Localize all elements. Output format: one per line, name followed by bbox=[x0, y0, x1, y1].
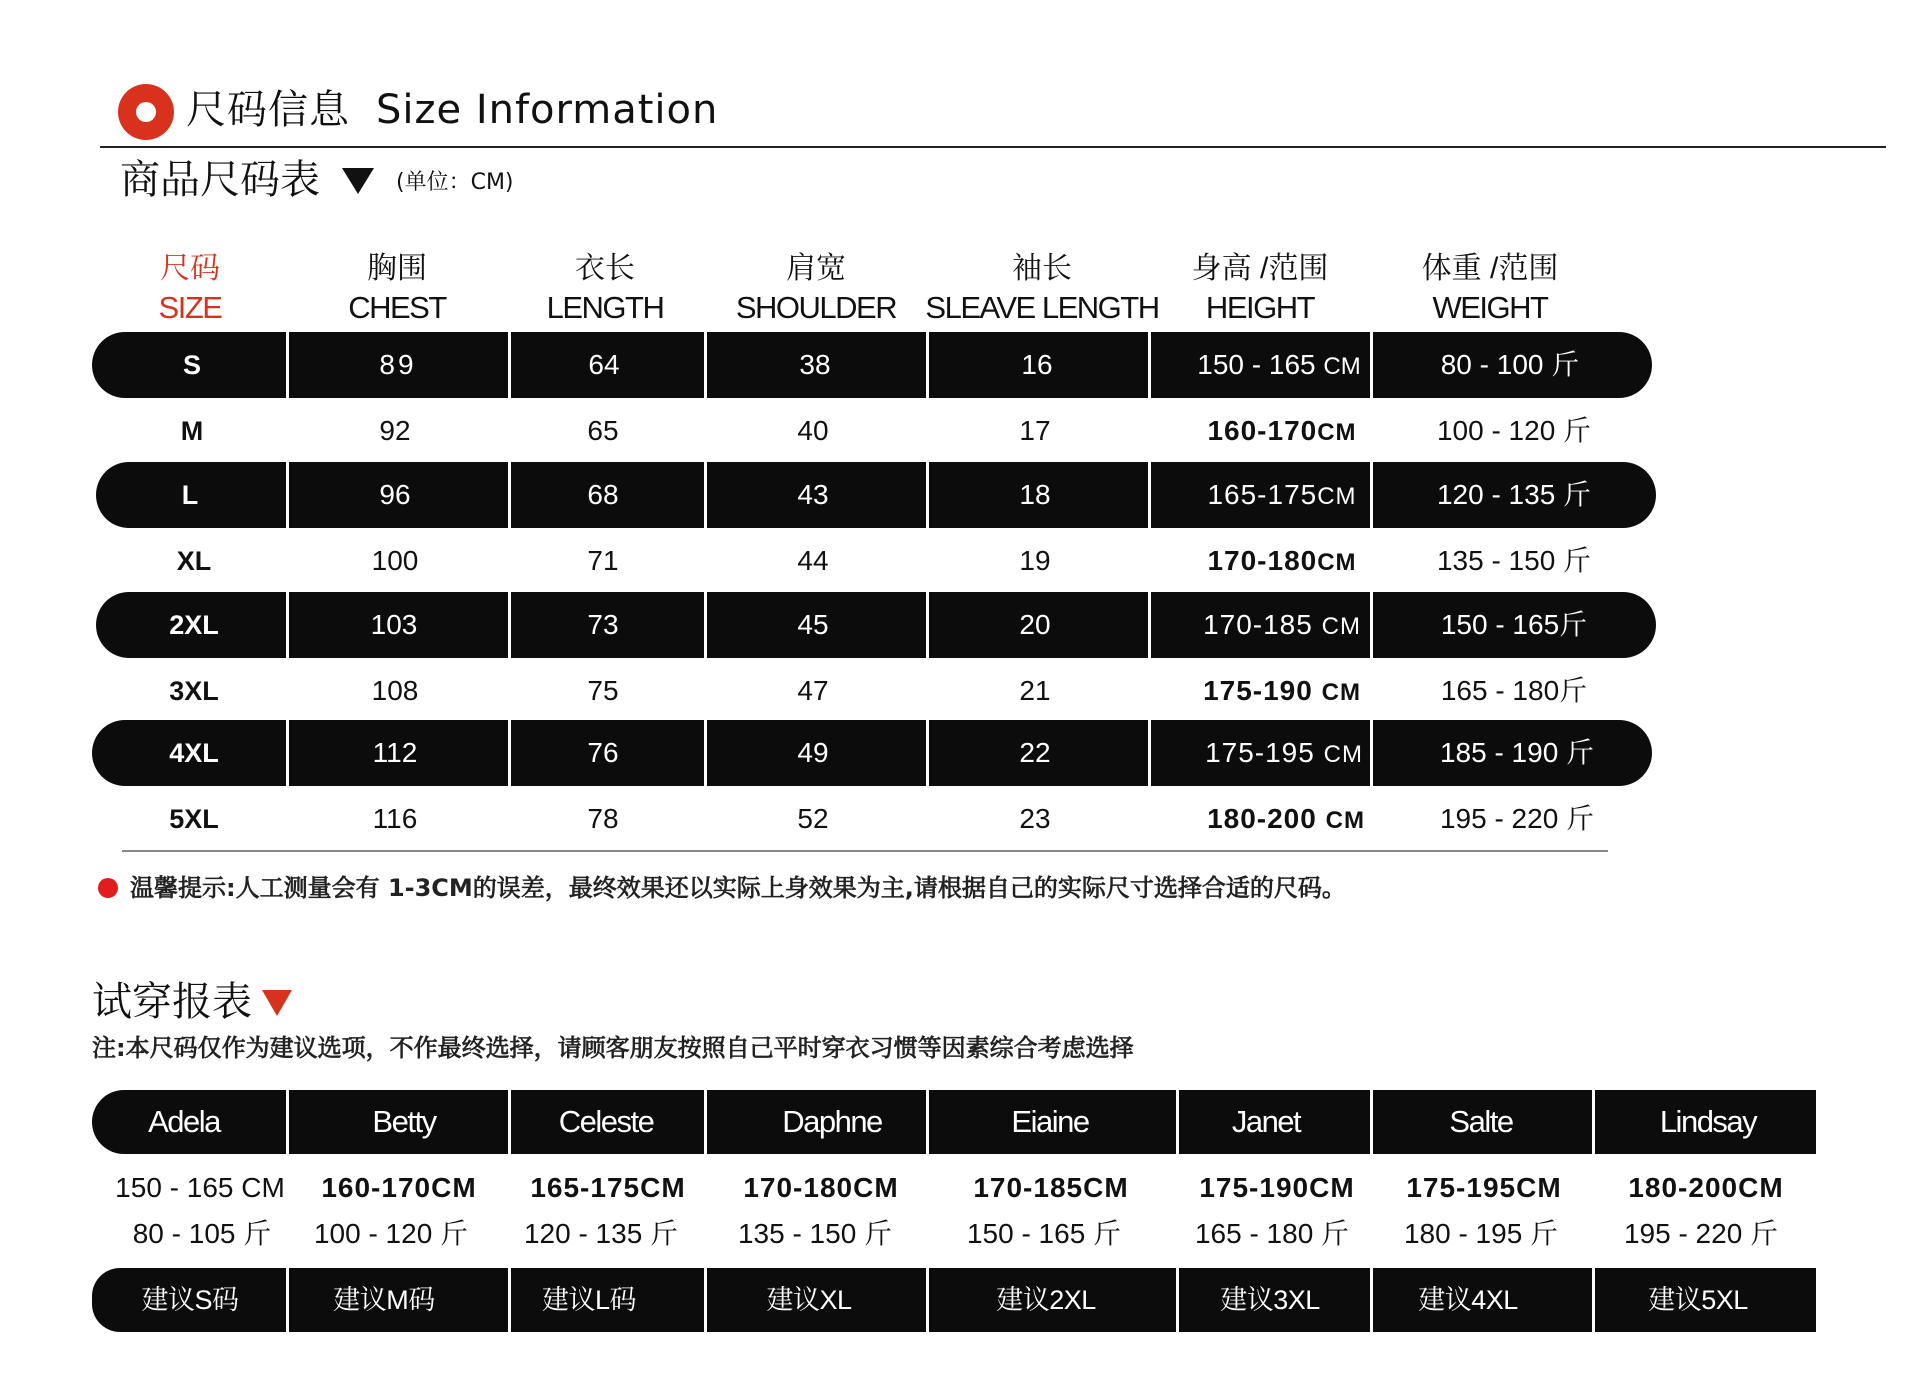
size-suggestion: 建议L码 bbox=[541, 1285, 637, 1315]
shoulder-cell: 47 bbox=[797, 675, 829, 706]
table-bottom-divider bbox=[122, 850, 1608, 852]
sleeve-cell: 17 bbox=[1019, 415, 1051, 446]
weight-cell: 195 - 220 斤 bbox=[1439, 803, 1595, 834]
chest-cell: 96 bbox=[379, 479, 411, 510]
model-height: 150 - 165 CM bbox=[115, 1172, 285, 1203]
chest-cell: 89 bbox=[379, 349, 417, 380]
page-title-en: Size Information bbox=[376, 87, 719, 133]
shoulder-cell: 40 bbox=[797, 415, 829, 446]
column-header-zh: 衣长 bbox=[575, 252, 635, 285]
shoulder-cell: 49 bbox=[797, 737, 829, 768]
height-cell: 165-175CM bbox=[1207, 479, 1357, 510]
red-dot-icon bbox=[98, 878, 118, 898]
height-cell: 175-190 CM bbox=[1203, 675, 1361, 706]
size-suggestion-bar bbox=[92, 1268, 1816, 1332]
column-header-shoulder bbox=[736, 250, 896, 328]
chest-cell: 116 bbox=[372, 803, 418, 834]
length-cell: 73 bbox=[587, 609, 619, 640]
brand-circle-icon bbox=[118, 84, 174, 140]
model-weight: 135 - 150 斤 bbox=[737, 1218, 893, 1249]
column-header-zh: 肩宽 bbox=[785, 252, 846, 285]
column-header-size bbox=[159, 250, 222, 328]
length-cell: 76 bbox=[587, 737, 619, 768]
column-header-en: CHEST bbox=[348, 290, 446, 325]
weight-cell: 135 - 150 斤 bbox=[1436, 545, 1592, 576]
column-header-en: WEIGHT bbox=[1432, 290, 1548, 325]
size-cell: S bbox=[182, 350, 202, 380]
column-header-chest bbox=[348, 250, 446, 328]
size-suggestion: 建议5XL bbox=[1648, 1285, 1748, 1315]
chest-cell: 100 bbox=[371, 545, 419, 576]
column-header-en: HEIGHT bbox=[1205, 290, 1315, 325]
model-height: 175-190CM bbox=[1199, 1172, 1355, 1203]
column-header-en: SLEAVE LENGTH bbox=[925, 290, 1159, 325]
column-header-zh: 身高 /范围 bbox=[1191, 252, 1329, 285]
column-header-length bbox=[547, 250, 664, 328]
weight-cell: 80 - 100 斤 bbox=[1440, 349, 1580, 380]
size-chart-heading: 商品尺码表 bbox=[120, 157, 320, 203]
size-cell: 5XL bbox=[169, 804, 219, 834]
column-header-height bbox=[1192, 250, 1329, 328]
model-name: Adela bbox=[148, 1104, 220, 1139]
length-cell: 78 bbox=[587, 803, 619, 834]
weight-cell: 100 - 120 斤 bbox=[1436, 415, 1592, 446]
shoulder-cell: 38 bbox=[799, 349, 831, 380]
weight-cell: 165 - 180斤 bbox=[1440, 675, 1588, 706]
size-suggestion: 建议2XL bbox=[996, 1285, 1096, 1315]
length-cell: 68 bbox=[587, 479, 619, 510]
sleeve-cell: 18 bbox=[1019, 479, 1051, 510]
model-name: Salte bbox=[1449, 1104, 1513, 1139]
column-header-zh: 胸围 bbox=[366, 252, 427, 285]
model-weight: 180 - 195 斤 bbox=[1403, 1218, 1559, 1249]
sleeve-cell: 22 bbox=[1019, 737, 1051, 768]
height-cell: 170-180CM bbox=[1207, 545, 1357, 576]
model-name: Janet bbox=[1231, 1104, 1301, 1139]
sleeve-cell: 20 bbox=[1019, 609, 1051, 640]
model-name: Betty bbox=[372, 1104, 436, 1139]
column-header-en: SIZE bbox=[158, 290, 222, 325]
size-cell: M bbox=[180, 416, 204, 446]
fitting-note: 注:本尺码仅作为建议选项，不作最终选择，请顾客朋友按照自己平时穿衣习惯等因素综合考虑选择 bbox=[92, 1034, 1134, 1062]
table-row bbox=[92, 658, 1652, 724]
size-cell: L bbox=[181, 480, 199, 510]
size-cell: 4XL bbox=[169, 738, 219, 768]
model-height: 170-180CM bbox=[743, 1172, 899, 1203]
shoulder-cell: 52 bbox=[797, 803, 829, 834]
model-weight: 150 - 165 斤 bbox=[966, 1218, 1122, 1249]
height-cell: 170-185 CM bbox=[1203, 609, 1361, 640]
size-suggestion: 建议4XL bbox=[1418, 1285, 1518, 1315]
fitting-report-heading: 试穿报表 bbox=[92, 979, 252, 1025]
model-name: Daphne bbox=[782, 1104, 882, 1139]
model-weight: 120 - 135 斤 bbox=[523, 1218, 679, 1249]
model-height: 170-185CM bbox=[973, 1172, 1129, 1203]
model-names-bar bbox=[92, 1090, 1816, 1154]
title-divider bbox=[100, 146, 1886, 148]
weight-cell: 185 - 190 斤 bbox=[1439, 737, 1595, 768]
sleeve-cell: 21 bbox=[1019, 675, 1051, 706]
table-row bbox=[92, 720, 1652, 786]
column-header-en: LENGTH bbox=[546, 290, 664, 325]
table-row bbox=[92, 786, 1652, 852]
height-cell: 175-195 CM bbox=[1205, 737, 1363, 768]
model-name: Eiaine bbox=[1011, 1104, 1089, 1139]
column-header-sleeve bbox=[925, 250, 1158, 328]
height-cell: 180-200 CM bbox=[1207, 803, 1365, 834]
model-height: 175-195CM bbox=[1406, 1172, 1562, 1203]
model-name: Celeste bbox=[558, 1104, 654, 1139]
sleeve-cell: 23 bbox=[1019, 803, 1051, 834]
shoulder-cell: 44 bbox=[797, 545, 829, 576]
length-cell: 65 bbox=[587, 415, 619, 446]
length-cell: 71 bbox=[587, 545, 619, 576]
chest-cell: 103 bbox=[370, 609, 418, 640]
weight-cell: 150 - 165斤 bbox=[1440, 609, 1588, 640]
length-cell: 64 bbox=[588, 349, 620, 380]
triangle-down-icon bbox=[262, 990, 292, 1016]
column-header-en: SHOULDER bbox=[735, 290, 897, 325]
height-cell: 150 - 165 CM bbox=[1197, 349, 1361, 380]
table-row bbox=[92, 332, 1652, 398]
table-row bbox=[92, 528, 1652, 594]
size-suggestion: 建议M码 bbox=[333, 1285, 435, 1315]
model-weight: 165 - 180 斤 bbox=[1194, 1218, 1350, 1249]
size-cell: 3XL bbox=[169, 676, 219, 706]
model-name: Lindsay bbox=[1659, 1104, 1757, 1139]
shoulder-cell: 43 bbox=[797, 479, 829, 510]
size-suggestion: 建议3XL bbox=[1220, 1285, 1320, 1315]
weight-cell: 120 - 135 斤 bbox=[1436, 479, 1592, 510]
size-cell: XL bbox=[176, 546, 212, 576]
unit-label: (单位：CM) bbox=[396, 170, 514, 195]
table-row bbox=[92, 398, 1652, 464]
model-weight: 80 - 105 斤 bbox=[132, 1218, 272, 1249]
size-suggestion: 建议XL bbox=[766, 1285, 852, 1315]
page-title-zh: 尺码信息 bbox=[186, 87, 350, 133]
chest-cell: 108 bbox=[371, 675, 419, 706]
height-cell: 160-170CM bbox=[1207, 415, 1357, 446]
page-title bbox=[186, 80, 718, 140]
model-height: 165-175CM bbox=[530, 1172, 686, 1203]
length-cell: 75 bbox=[587, 675, 619, 706]
triangle-down-icon bbox=[342, 168, 374, 194]
chest-cell: 92 bbox=[379, 415, 411, 446]
model-height: 180-200CM bbox=[1628, 1172, 1784, 1203]
size-suggestion: 建议S码 bbox=[141, 1285, 239, 1315]
model-weight: 100 - 120 斤 bbox=[313, 1218, 469, 1249]
column-header-zh: 袖长 bbox=[1012, 252, 1072, 285]
table-row bbox=[96, 462, 1656, 528]
size-cell: 2XL bbox=[169, 610, 219, 640]
measurement-tip: 温馨提示:人工测量会有 1-3CM的误差，最终效果还以实际上身效果为主,请根据自己的实际尺寸选择合适的尺码。 bbox=[130, 874, 1346, 902]
model-height: 160-170CM bbox=[321, 1172, 477, 1203]
column-header-zh: 尺码 bbox=[160, 252, 220, 285]
model-weight: 195 - 220 斤 bbox=[1623, 1218, 1779, 1249]
sleeve-cell: 16 bbox=[1021, 349, 1053, 380]
table-row bbox=[96, 592, 1656, 658]
shoulder-cell: 45 bbox=[797, 609, 829, 640]
column-header-zh: 体重 /范围 bbox=[1421, 252, 1559, 285]
chest-cell: 112 bbox=[372, 737, 418, 768]
column-header-weight bbox=[1422, 250, 1559, 328]
sleeve-cell: 19 bbox=[1019, 545, 1051, 576]
